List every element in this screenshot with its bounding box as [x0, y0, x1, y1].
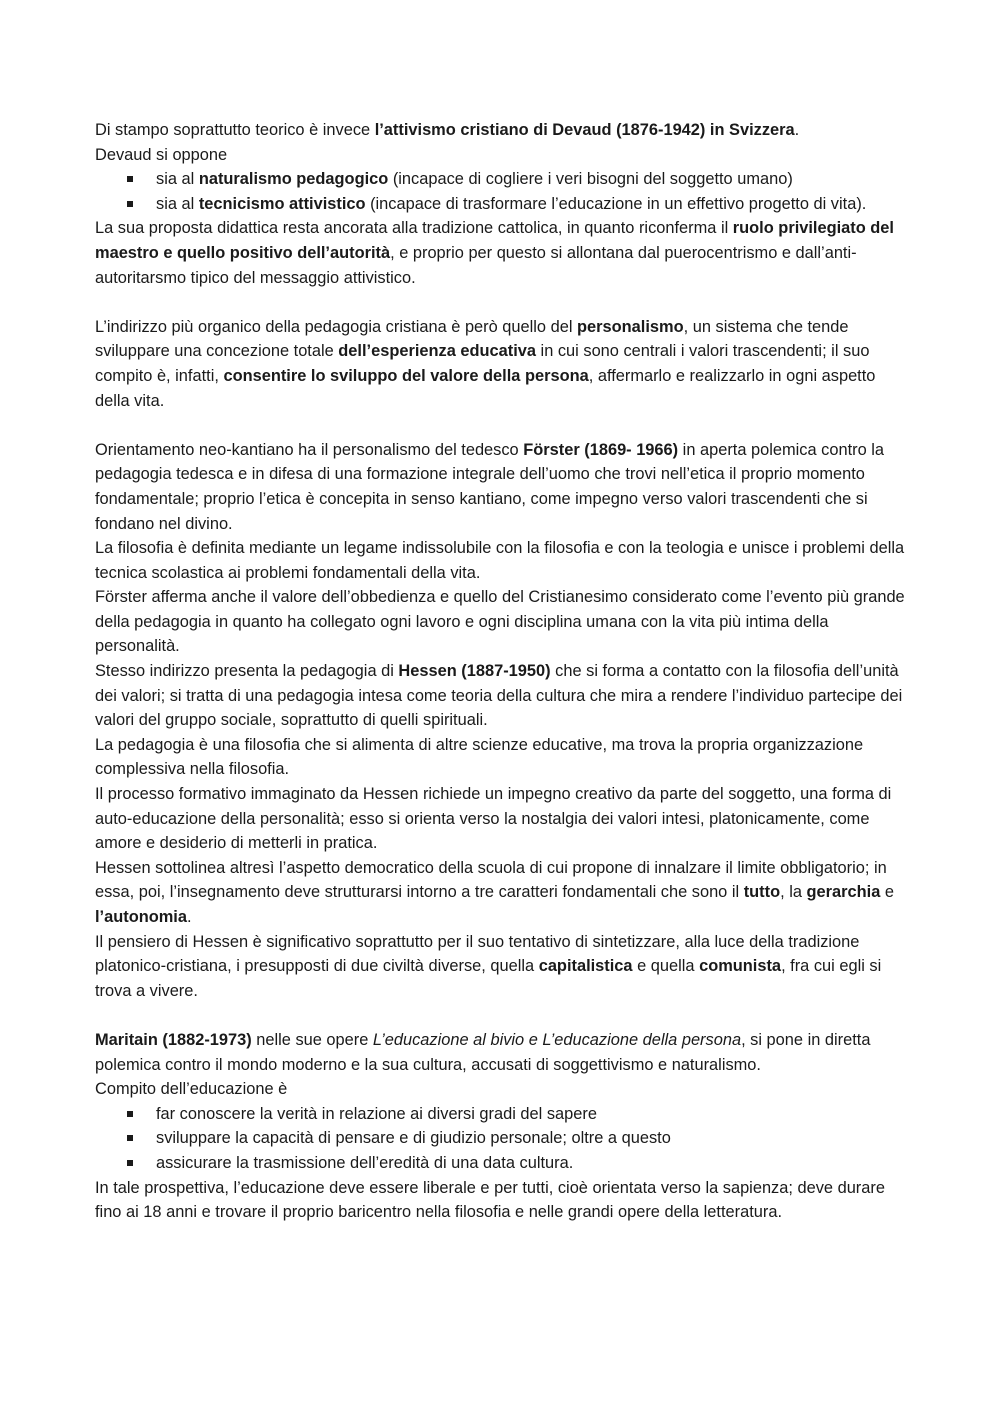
paragraph-compito: Compito dell’educazione è: [95, 1080, 288, 1099]
square-bullet-icon: [127, 1135, 133, 1141]
paragraph-processo-formativo: Il processo formativo immaginato da Hessen richiede un impegno creativo da parte del soggetto, una forma di auto-educazione della personalità; esso si orienta verso la nostalgia dei valori intesi, platonicamente, come amore e desiderio di metterli in pratica.: [95, 785, 892, 853]
list-item: sviluppare la capacità di pensare e di giudizio personale; oltre a questo: [156, 1126, 910, 1151]
square-bullet-icon: [127, 176, 133, 182]
paragraph-devaud-oppone: Devaud si oppone: [95, 145, 228, 164]
paragraph-prospettiva: In tale prospettiva, l’educazione deve essere liberale e per tutti, cioè orientata verso la sapienza; deve durare fino ai 18 anni e trovare il proprio baricentro nella filosofia e nelle grandi opere della letteratura.: [95, 1178, 885, 1222]
document-page: [95, 118, 910, 1225]
paragraph-forster: Orientamento neo-kantiano ha il personalismo del tedesco Förster (1869- 1966) in aperta polemica contro la pedagogia tedesca e in difesa di una formazione integrale dell’uomo che trovi nell’etica il proprio momento fondamentale; proprio l’etica è concepita in senso kantiano, come impegno verso valori trascendenti che si fondano nel divino.: [95, 440, 885, 533]
paragraph-gap: [95, 413, 910, 438]
paragraph-filosofia: La filosofia è definita mediante un legame indissolubile con la filosofia e con la teologia e unisce i problemi della tecnica scolastica ai problemi fondamentali della vita.: [95, 539, 905, 582]
square-bullet-icon: [127, 201, 133, 207]
list-item: sia al tecnicismo attivistico (incapace di trasformare l’educazione in un effettivo progetto di vita).: [156, 192, 910, 217]
paragraph-gap: [95, 290, 910, 315]
paragraph-forster-valore: Förster afferma anche il valore dell’obbedienza e quello del Cristianesimo considerato come l’evento più grande della pedagogia in quanto ha collegato ogni lavoro e ogni disciplina umana con la vita più intima della personalità.: [95, 588, 905, 656]
paragraph-devaud-intro: Di stampo soprattutto teorico è invece l’attivismo cristiano di Devaud (1876-1942) in Svizzera.: [95, 121, 800, 139]
paragraph-devaud-proposta: La sua proposta didattica resta ancorata alla tradizione cattolica, in quanto riconferma il ruolo privilegiato del maestro e quello positivo dell’autorità, e proprio per questo si allontana dal puerocentrismo e dall’anti-autoritarsmo tipico del messaggio attivistico.: [95, 219, 894, 287]
list-item: sia al naturalismo pedagogico (incapace di cogliere i veri bisogni del soggetto umano): [156, 167, 910, 192]
paragraph-hessen: Stesso indirizzo presenta la pedagogia di Hessen (1887-1950) che si forma a contatto con la filosofia dell’unità dei valori; si tratta di una pedagogia intesa come teoria della cultura che mira a rendere l’individuo partecipe dei valori del gruppo sociale, soprattutto di quelli spirituali.: [95, 662, 903, 730]
list-item: far conoscere la verità in relazione ai diversi gradi del sapere: [156, 1102, 910, 1127]
paragraph-gap: [95, 1003, 910, 1028]
paragraph-personalismo: L’indirizzo più organico della pedagogia cristiana è però quello del personalismo, un sistema che tende sviluppare una concezione totale dell’esperienza educativa in cui sono centrali i valori trascendenti; il suo compito è, infatti, consentire lo sviluppo del valore della persona, affermarlo e realizzarlo in ogni aspetto della vita.: [95, 317, 876, 410]
paragraph-hessen-pensiero: Il pensiero di Hessen è significativo soprattutto per il suo tentativo di sintetizzare, alla luce della tradizione platonico-cristiana, i presupposti di due civiltà diverse, quella capitalistica e quella comunista, fra cui egli si trova a vivere.: [95, 932, 882, 1000]
bullet-list-maritain: [95, 1102, 910, 1176]
square-bullet-icon: [127, 1111, 133, 1117]
paragraph-maritain: Maritain (1882-1973) nelle sue opere L’educazione al bivio e L’educazione della persona, si pone in diretta polemica contro il mondo moderno e la sua cultura, accusati di soggettivismo e naturalismo.: [95, 1030, 871, 1074]
bold-devaud: l’attivismo cristiano di Devaud (1876-1942) in Svizzera: [374, 121, 795, 139]
paragraph-hessen-democratico: Hessen sottolinea altresì l’aspetto democratico della scuola di cui propone di innalzare il limite obbligatorio; in essa, poi, l’insegnamento deve strutturarsi intorno a tre caratteri fondamentali che sono il tutto, la gerarchia e l’autonomia.: [95, 858, 894, 926]
paragraph-pedagogia-filosofia: La pedagogia è una filosofia che si alimenta di altre scienze educative, ma trova la propria organizzazione complessiva nella filosofia.: [95, 735, 864, 779]
bullet-list-devaud: [95, 167, 910, 216]
square-bullet-icon: [127, 1160, 133, 1166]
list-item: assicurare la trasmissione dell’eredità di una data cultura.: [156, 1151, 910, 1176]
